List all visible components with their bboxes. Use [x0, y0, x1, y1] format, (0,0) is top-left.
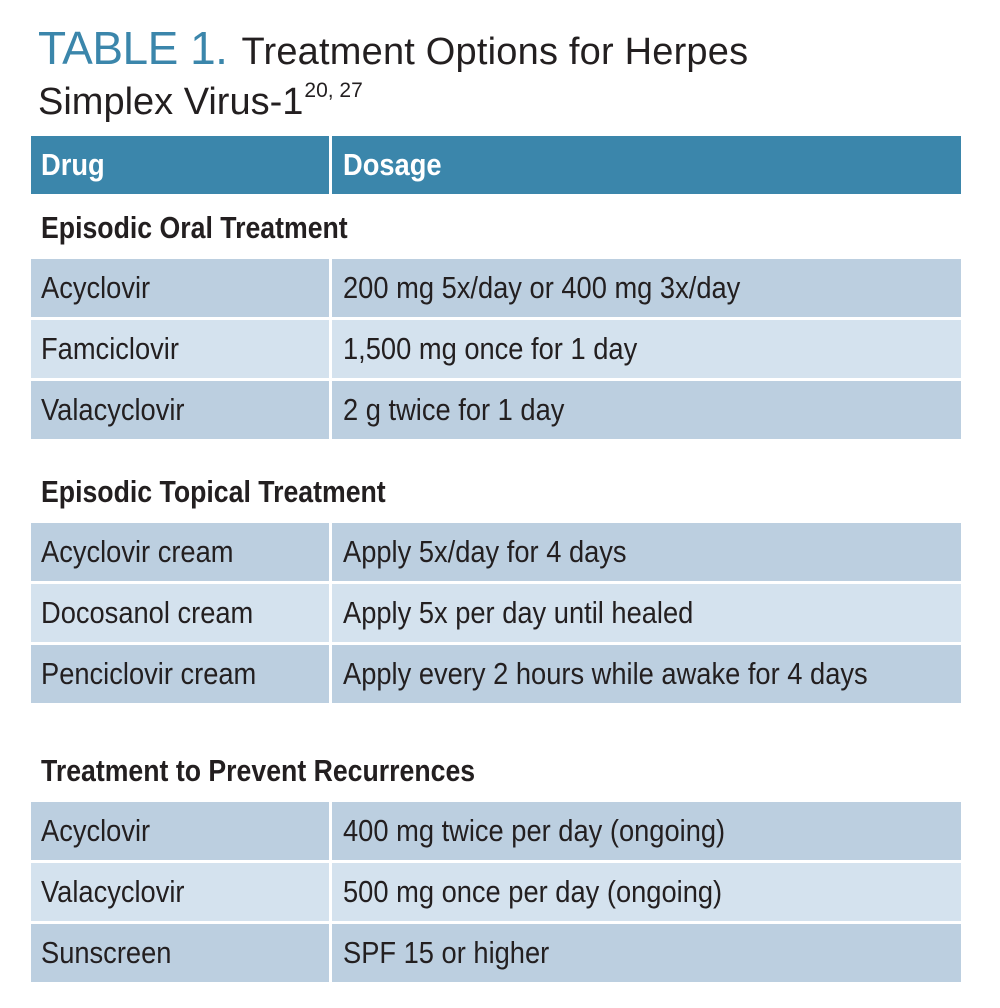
table-row: [31, 259, 961, 317]
treatment-table: [31, 136, 961, 985]
title-references: 20, 27: [304, 79, 363, 102]
dosage-cell: 400 mg twice per day (ongoing): [332, 802, 961, 860]
drug-cell: Sunscreen: [31, 924, 329, 982]
dosage-cell: 1,500 mg once for 1 day: [332, 320, 961, 378]
section-heading-prevent-recurrences: Treatment to Prevent Recurrences: [41, 753, 476, 788]
table-row: [31, 320, 961, 378]
table-row: [31, 924, 961, 982]
dosage-cell: Apply 5x per day until healed: [332, 584, 961, 642]
table-row: [31, 381, 961, 439]
title-text-1: Treatment Options for Herpes: [241, 31, 749, 73]
drug-cell: Valacyclovir: [31, 863, 329, 921]
dosage-cell: Apply every 2 hours while awake for 4 days: [332, 645, 961, 703]
section-heading-episodic-oral: Episodic Oral Treatment: [41, 210, 348, 245]
table-header-row: [31, 136, 961, 194]
title-text-2: Simplex Virus-1: [38, 81, 304, 123]
drug-cell: Acyclovir: [31, 802, 329, 860]
drug-cell: Acyclovir: [31, 259, 329, 317]
dosage-cell: Apply 5x/day for 4 days: [332, 523, 961, 581]
title-line-2: [38, 80, 978, 124]
table-row: [31, 863, 961, 921]
table-title: [38, 22, 978, 124]
table-row: [31, 523, 961, 581]
drug-cell: Famciclovir: [31, 320, 329, 378]
dosage-cell: 500 mg once per day (ongoing): [332, 863, 961, 921]
header-dosage: Dosage: [332, 136, 961, 194]
table-number: TABLE 1.: [38, 22, 228, 74]
section-heading-episodic-topical: Episodic Topical Treatment: [41, 474, 386, 509]
drug-cell: Valacyclovir: [31, 381, 329, 439]
table-row: [31, 802, 961, 860]
drug-cell: Acyclovir cream: [31, 523, 329, 581]
drug-cell: Docosanol cream: [31, 584, 329, 642]
drug-cell: Penciclovir cream: [31, 645, 329, 703]
dosage-cell: 2 g twice for 1 day: [332, 381, 961, 439]
header-drug: Drug: [31, 136, 329, 194]
dosage-cell: SPF 15 or higher: [332, 924, 961, 982]
dosage-cell: 200 mg 5x/day or 400 mg 3x/day: [332, 259, 961, 317]
table-row: [31, 645, 961, 703]
title-line-1: [38, 22, 978, 78]
table-row: [31, 584, 961, 642]
